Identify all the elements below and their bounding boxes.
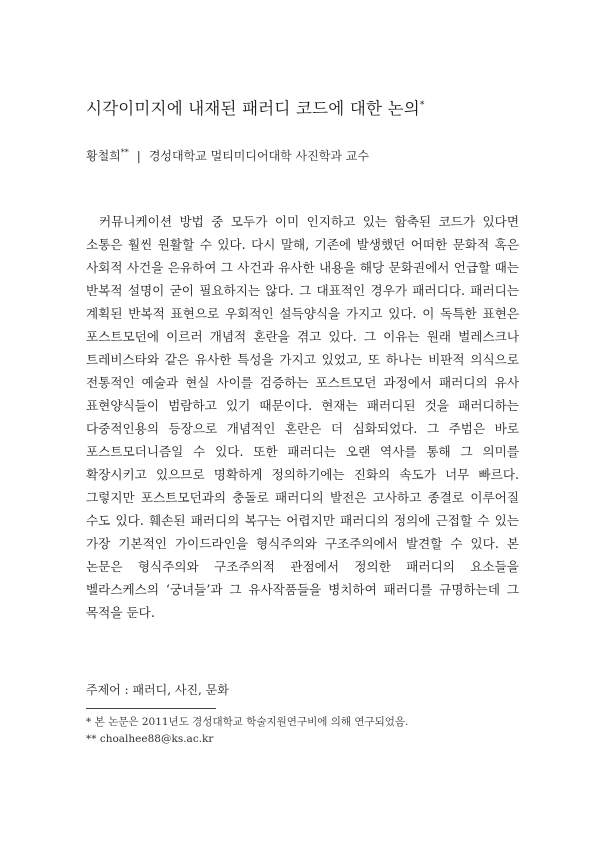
author-separator: |	[136, 149, 141, 163]
author-name: 황철희	[86, 149, 121, 163]
title-footnote-mark: *	[419, 100, 425, 111]
abstract-paragraph: 커뮤니케이션 방법 중 모두가 이미 인지하고 있는 함축된 코드가 있다면 소통은 훨씬 원활할 수 있다. 다시 말해, 기존에 발생했던 어떠한 문화적 혹은 사회적 사건을 은유하여 그 사건과 유사한 내용을 해당 문화권에서 언급할 때는 반복적 설명이 굳이 필요하지는 않다. 그 대표적인 경우가 패러디다. 패러디는 계획된 반복적 표현으로 우회적인 설득양식을 가지고 있다. 이 독특한 표현은 포스트모던에 이르러 개념적 혼란을 겪고 있다. 그 이유는 원래 벌레스크나 트레비스타와 같은 유사한 특성을 가지고 있었고, 또 하나는 비판적 의식으로 전통적인 예술과 현실 사이를 검증하는 포스트모던 과정에서 패러디의 유사 표현양식들이 범람하고 있기 때문이다. 현재는 패러디된 것을 패러디하는 다중적인용의 등장으로 개념적인 혼란은 더 심화되었다. 그 주범은 바로 포스트모더니즘일 수 있다. 또한 패러디는 오랜 역사를 통해 그 의미를 확장시키고 있으므로 명확하게 정의하기에는 진화의 속도가 너무 빠르다. 그렇지만 포스트모던과의 충돌로 패러디의 발전은 고사하고 종결로 이루어질 수도 있다. 훼손된 패러디의 복구는 어렵지만 패러디의 정의에 근접할 수 있는 가장 기본적인 가이드라인을 형식주의와 구조주의에서 발견할 수 있다. 본 논문은 형식주의와 구조주의적 관점에서 정의한 패러디의 요소들을 벨라스케스의 ‘궁녀들’과 그 유사작품들을 병치하여 패러디를 규명하는데 그 목적을 둔다.	[86, 214, 519, 620]
author-affiliation: 경성대학교 멀티미디어대학 사진학과 교수	[148, 149, 369, 163]
paper-title	[86, 95, 526, 119]
author-line	[86, 147, 526, 164]
footnote-email: ** choalhee88@ks.ac.kr	[86, 733, 214, 745]
author-footnote-mark: **	[120, 148, 129, 157]
footnote-funding: * 본 논문은 2011년도 경성대학교 학술지원연구비에 의해 연구되었음.	[86, 716, 409, 728]
footnote-rule	[86, 708, 216, 709]
keywords: 주제어 : 패러디, 사진, 문화	[86, 683, 229, 697]
title-text: 시각이미지에 내재된 패러디 코드에 대한 논의	[86, 99, 420, 118]
